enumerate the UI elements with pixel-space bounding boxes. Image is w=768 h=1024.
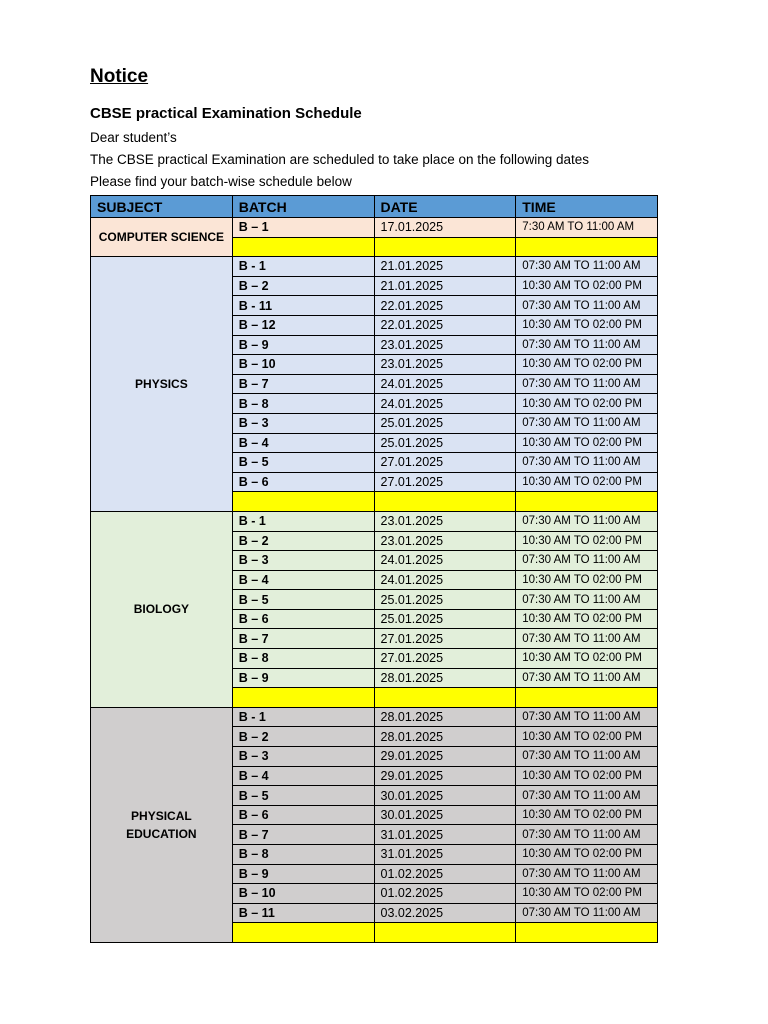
date-cell: 24.01.2025 bbox=[374, 394, 516, 414]
batch-cell: B – 5 bbox=[232, 590, 374, 610]
date-cell: 21.01.2025 bbox=[374, 276, 516, 296]
date-cell: 01.02.2025 bbox=[374, 864, 516, 884]
time-cell: 10:30 AM TO 02:00 PM bbox=[516, 276, 658, 296]
batch-cell: B – 9 bbox=[232, 335, 374, 355]
time-cell: 10:30 AM TO 02:00 PM bbox=[516, 570, 658, 590]
batch-cell: B – 10 bbox=[232, 355, 374, 375]
table-row bbox=[91, 707, 658, 727]
table-row bbox=[91, 511, 658, 531]
batch-cell: B – 4 bbox=[232, 766, 374, 786]
date-cell: 24.01.2025 bbox=[374, 374, 516, 394]
batch-cell: B - 11 bbox=[232, 296, 374, 316]
batch-cell: B - 1 bbox=[232, 511, 374, 531]
filler-cell bbox=[374, 492, 516, 512]
batch-cell: B – 8 bbox=[232, 649, 374, 669]
batch-cell: B – 10 bbox=[232, 884, 374, 904]
filler-cell bbox=[516, 237, 658, 257]
batch-cell: B – 9 bbox=[232, 864, 374, 884]
time-cell: 07:30 AM TO 11:00 AM bbox=[516, 511, 658, 531]
batch-cell: B – 7 bbox=[232, 374, 374, 394]
filler-cell bbox=[232, 923, 374, 943]
batch-cell: B – 9 bbox=[232, 668, 374, 688]
time-cell: 10:30 AM TO 02:00 PM bbox=[516, 884, 658, 904]
batch-cell: B – 4 bbox=[232, 570, 374, 590]
date-cell: 27.01.2025 bbox=[374, 629, 516, 649]
time-cell: 10:30 AM TO 02:00 PM bbox=[516, 472, 658, 492]
date-cell: 31.01.2025 bbox=[374, 825, 516, 845]
batch-cell: B – 7 bbox=[232, 825, 374, 845]
header-subject: SUBJECT bbox=[91, 196, 233, 218]
date-cell: 24.01.2025 bbox=[374, 551, 516, 571]
date-cell: 28.01.2025 bbox=[374, 668, 516, 688]
table-row bbox=[91, 257, 658, 277]
time-cell: 07:30 AM TO 11:00 AM bbox=[516, 453, 658, 473]
subject-cell: COMPUTER SCIENCE bbox=[91, 218, 233, 257]
date-cell: 23.01.2025 bbox=[374, 355, 516, 375]
date-cell: 29.01.2025 bbox=[374, 747, 516, 767]
table-body bbox=[91, 218, 658, 943]
batch-cell: B – 3 bbox=[232, 551, 374, 571]
filler-cell bbox=[374, 237, 516, 257]
filler-cell bbox=[516, 492, 658, 512]
date-cell: 30.01.2025 bbox=[374, 786, 516, 806]
time-cell: 07:30 AM TO 11:00 AM bbox=[516, 257, 658, 277]
schedule-title: CBSE practical Examination Schedule bbox=[90, 105, 362, 122]
time-cell: 07:30 AM TO 11:00 AM bbox=[516, 825, 658, 845]
date-cell: 23.01.2025 bbox=[374, 531, 516, 551]
date-cell: 23.01.2025 bbox=[374, 511, 516, 531]
time-cell: 07:30 AM TO 11:00 AM bbox=[516, 296, 658, 316]
date-cell: 30.01.2025 bbox=[374, 805, 516, 825]
date-cell: 29.01.2025 bbox=[374, 766, 516, 786]
batch-cell: B – 3 bbox=[232, 747, 374, 767]
date-cell: 01.02.2025 bbox=[374, 884, 516, 904]
header-time: TIME bbox=[516, 196, 658, 218]
time-cell: 07:30 AM TO 11:00 AM bbox=[516, 864, 658, 884]
time-cell: 10:30 AM TO 02:00 PM bbox=[516, 727, 658, 747]
time-cell: 07:30 AM TO 11:00 AM bbox=[516, 629, 658, 649]
schedule-table bbox=[90, 195, 658, 943]
table-header-row bbox=[91, 196, 658, 218]
date-cell: 28.01.2025 bbox=[374, 707, 516, 727]
time-cell: 10:30 AM TO 02:00 PM bbox=[516, 766, 658, 786]
batch-cell: B - 1 bbox=[232, 707, 374, 727]
time-cell: 10:30 AM TO 02:00 PM bbox=[516, 355, 658, 375]
intro-text: The CBSE practical Examination are scheduled to take place on the following dates bbox=[90, 152, 590, 167]
date-cell: 25.01.2025 bbox=[374, 413, 516, 433]
filler-cell bbox=[232, 492, 374, 512]
batch-cell: B – 6 bbox=[232, 805, 374, 825]
date-cell: 23.01.2025 bbox=[374, 335, 516, 355]
batch-cell: B - 1 bbox=[232, 257, 374, 277]
filler-cell bbox=[232, 237, 374, 257]
date-cell: 25.01.2025 bbox=[374, 590, 516, 610]
filler-cell bbox=[374, 688, 516, 708]
filler-cell bbox=[232, 688, 374, 708]
date-cell: 28.01.2025 bbox=[374, 727, 516, 747]
time-cell: 10:30 AM TO 02:00 PM bbox=[516, 805, 658, 825]
time-cell: 07:30 AM TO 11:00 AM bbox=[516, 335, 658, 355]
filler-cell bbox=[516, 923, 658, 943]
time-cell: 07:30 AM TO 11:00 AM bbox=[516, 903, 658, 923]
time-cell: 07:30 AM TO 11:00 AM bbox=[516, 747, 658, 767]
batch-cell: B – 6 bbox=[232, 472, 374, 492]
header-batch: BATCH bbox=[232, 196, 374, 218]
batch-cell: B – 4 bbox=[232, 433, 374, 453]
batch-cell: B – 1 bbox=[232, 218, 374, 238]
date-cell: 27.01.2025 bbox=[374, 472, 516, 492]
greeting-text: Dear student’s bbox=[90, 130, 177, 145]
time-cell: 07:30 AM TO 11:00 AM bbox=[516, 551, 658, 571]
notice-title: Notice bbox=[90, 66, 149, 87]
time-cell: 10:30 AM TO 02:00 PM bbox=[516, 433, 658, 453]
time-cell: 07:30 AM TO 11:00 AM bbox=[516, 413, 658, 433]
batch-cell: B – 6 bbox=[232, 609, 374, 629]
date-cell: 27.01.2025 bbox=[374, 649, 516, 669]
subject-cell: PHYSICS bbox=[91, 257, 233, 512]
time-cell: 10:30 AM TO 02:00 PM bbox=[516, 609, 658, 629]
batch-cell: B – 7 bbox=[232, 629, 374, 649]
batch-cell: B – 11 bbox=[232, 903, 374, 923]
batch-cell: B – 2 bbox=[232, 276, 374, 296]
date-cell: 31.01.2025 bbox=[374, 845, 516, 865]
time-cell: 07:30 AM TO 11:00 AM bbox=[516, 707, 658, 727]
batch-cell: B – 5 bbox=[232, 453, 374, 473]
time-cell: 07:30 AM TO 11:00 AM bbox=[516, 786, 658, 806]
batch-cell: B – 5 bbox=[232, 786, 374, 806]
time-cell: 10:30 AM TO 02:00 PM bbox=[516, 315, 658, 335]
date-cell: 22.01.2025 bbox=[374, 315, 516, 335]
table-row bbox=[91, 218, 658, 238]
batch-cell: B – 2 bbox=[232, 531, 374, 551]
batch-cell: B – 2 bbox=[232, 727, 374, 747]
date-cell: 17.01.2025 bbox=[374, 218, 516, 238]
date-cell: 24.01.2025 bbox=[374, 570, 516, 590]
date-cell: 21.01.2025 bbox=[374, 257, 516, 277]
time-cell: 07:30 AM TO 11:00 AM bbox=[516, 590, 658, 610]
batch-cell: B – 8 bbox=[232, 394, 374, 414]
date-cell: 25.01.2025 bbox=[374, 609, 516, 629]
batch-cell: B – 12 bbox=[232, 315, 374, 335]
time-cell: 10:30 AM TO 02:00 PM bbox=[516, 649, 658, 669]
time-cell: 7:30 AM TO 11:00 AM bbox=[516, 218, 658, 238]
time-cell: 07:30 AM TO 11:00 AM bbox=[516, 668, 658, 688]
header-date: DATE bbox=[374, 196, 516, 218]
date-cell: 25.01.2025 bbox=[374, 433, 516, 453]
filler-cell bbox=[374, 923, 516, 943]
time-cell: 10:30 AM TO 02:00 PM bbox=[516, 845, 658, 865]
date-cell: 03.02.2025 bbox=[374, 903, 516, 923]
date-cell: 22.01.2025 bbox=[374, 296, 516, 316]
time-cell: 10:30 AM TO 02:00 PM bbox=[516, 531, 658, 551]
time-cell: 10:30 AM TO 02:00 PM bbox=[516, 394, 658, 414]
batch-cell: B – 3 bbox=[232, 413, 374, 433]
instruction-text: Please find your batch-wise schedule below bbox=[90, 174, 352, 189]
time-cell: 07:30 AM TO 11:00 AM bbox=[516, 374, 658, 394]
subject-cell: PHYSICAL EDUCATION bbox=[91, 707, 233, 942]
batch-cell: B – 8 bbox=[232, 845, 374, 865]
date-cell: 27.01.2025 bbox=[374, 453, 516, 473]
filler-cell bbox=[516, 688, 658, 708]
subject-cell: BIOLOGY bbox=[91, 511, 233, 707]
